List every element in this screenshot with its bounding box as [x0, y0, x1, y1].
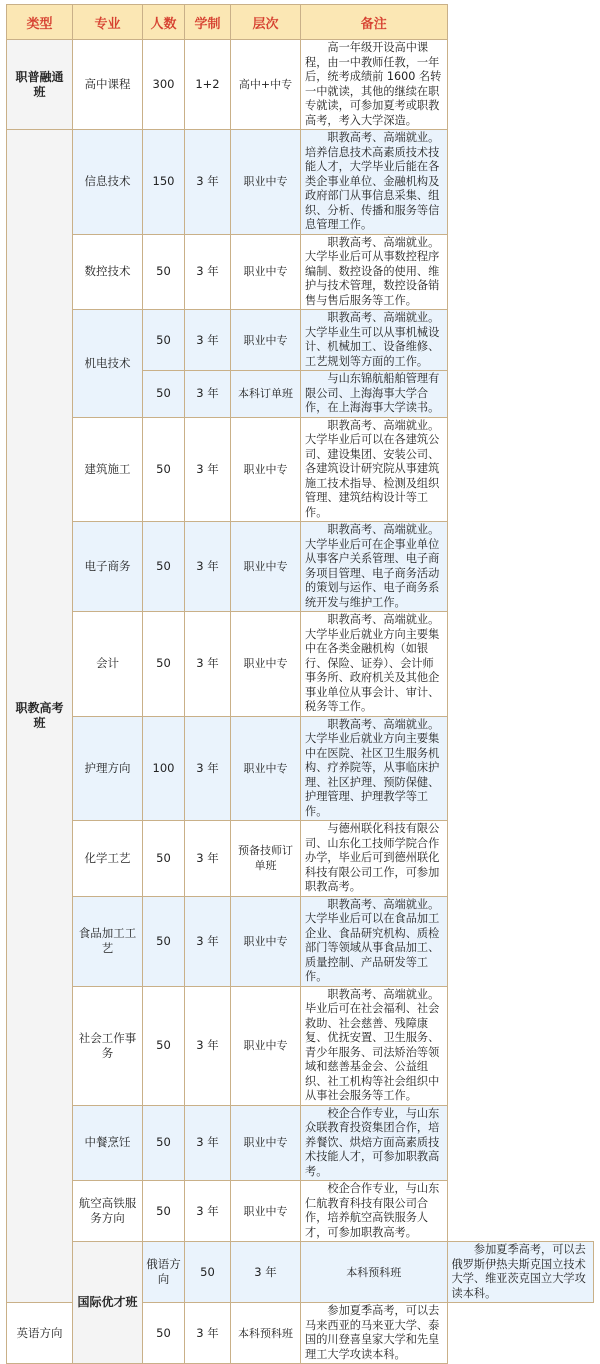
count-cell: 50	[143, 1105, 185, 1181]
count-cell: 50	[143, 371, 185, 418]
count-cell: 50	[143, 986, 185, 1105]
note-cell: 与德州联化科技有限公司、山东化工技师学院合作办学，毕业后可到德州联化科技有限公司工作，可参加职教高考。	[301, 821, 448, 897]
count-cell: 50	[185, 1242, 231, 1303]
note-cell: 职教高考、高端就业。大学毕业生可以从事机械设计、机械加工、设备维修、工艺规划等方面的工作。	[301, 310, 448, 371]
header-count: 人数	[143, 5, 185, 40]
header-major: 专业	[73, 5, 143, 40]
major-cell: 俄语方向	[143, 1242, 185, 1303]
duration-cell: 3 年	[185, 986, 231, 1105]
table-row	[7, 40, 594, 130]
enrollment-table-container	[6, 4, 594, 1361]
duration-cell: 3 年	[185, 896, 231, 986]
count-cell: 50	[143, 522, 185, 612]
table-row	[7, 310, 594, 371]
table-row	[7, 1105, 594, 1181]
duration-cell: 3 年	[185, 310, 231, 371]
note-cell: 参加夏季高考，可以去俄罗斯伊热夫斯克国立技术大学、维亚茨克国立大学攻读本科。	[447, 1242, 594, 1303]
category-cell: 职教高考班	[7, 130, 73, 1303]
note-cell: 职教高考、高端就业。大学毕业后可在企事业单位从事客户关系管理、电子商务项目管理、电子商务活动的策划与运作、电子商务系统开发与维护工作。	[301, 522, 448, 612]
header-type: 类型	[7, 5, 73, 40]
level-cell: 职业中专	[231, 417, 301, 522]
level-cell: 职业中专	[231, 522, 301, 612]
note-cell: 职教高考、高端就业。培养信息技术高素质技术技能人才，大学毕业后能在各类企事业单位、金融机构及政府部门从事信息采集、组织、分析、传播和服务等信息管理工作。	[301, 130, 448, 235]
duration-cell: 3 年	[185, 371, 231, 418]
major-cell: 高中课程	[73, 40, 143, 130]
header-duration: 学制	[185, 5, 231, 40]
major-cell: 电子商务	[73, 522, 143, 612]
header-note: 备注	[301, 5, 448, 40]
note-cell: 高一年级开设高中课程，由一中教师任教，一年后，统考成绩前 1600 名转一中就读，其他的继续在职专就读，可参加夏考或职教高考，考入大学深造。	[301, 40, 448, 130]
enrollment-table	[6, 4, 594, 1364]
level-cell: 职业中专	[231, 612, 301, 717]
note-cell: 校企合作专业，与山东众联教育投资集团合作，培养餐饮、烘焙方面高素质技术技能人才，可参加职教高考。	[301, 1105, 448, 1181]
major-cell: 中餐烹饪	[73, 1105, 143, 1181]
major-cell: 机电技术	[73, 310, 143, 418]
count-cell: 50	[143, 612, 185, 717]
level-cell: 高中+中专	[231, 40, 301, 130]
level-cell: 职业中专	[231, 716, 301, 821]
count-cell: 50	[143, 310, 185, 371]
category-cell: 国际优才班	[73, 1242, 143, 1364]
count-cell: 50	[143, 1181, 185, 1242]
duration-cell: 3 年	[185, 612, 231, 717]
level-cell: 本科订单班	[231, 371, 301, 418]
level-cell: 本科预科班	[301, 1242, 448, 1303]
table-row	[7, 1242, 594, 1303]
level-cell: 预备技师订单班	[231, 821, 301, 897]
table-row	[7, 1181, 594, 1242]
level-cell: 职业中专	[231, 130, 301, 235]
table-row	[7, 522, 594, 612]
note-cell: 职教高考、高端就业。大学毕业后就业方向主要集中在医院、社区卫生服务机构、疗养院等，从事临床护理、社区护理、预防保健、护理管理、护理教学等工作。	[301, 716, 448, 821]
header-level: 层次	[231, 5, 301, 40]
note-cell: 职教高考、高端就业。大学毕业后就业方向主要集中在各类金融机构（如银行、保险、证券）、会计师事务所、政府机关及其他企事业单位从事会计、审计、税务等工作。	[301, 612, 448, 717]
count-cell: 50	[143, 234, 185, 310]
major-cell: 信息技术	[73, 130, 143, 235]
duration-cell: 3 年	[185, 716, 231, 821]
duration-cell: 3 年	[185, 417, 231, 522]
level-cell: 职业中专	[231, 986, 301, 1105]
level-cell: 职业中专	[231, 1181, 301, 1242]
major-cell: 护理方向	[73, 716, 143, 821]
major-cell: 食品加工工艺	[73, 896, 143, 986]
count-cell: 50	[143, 896, 185, 986]
duration-cell: 3 年	[185, 821, 231, 897]
duration-cell: 3 年	[185, 1181, 231, 1242]
duration-cell: 3 年	[185, 522, 231, 612]
major-cell: 航空高铁服务方向	[73, 1181, 143, 1242]
duration-cell: 3 年	[185, 130, 231, 235]
table-row	[7, 986, 594, 1105]
duration-cell: 3 年	[231, 1242, 301, 1303]
duration-cell: 3 年	[185, 234, 231, 310]
count-cell: 50	[143, 1303, 185, 1364]
duration-cell: 3 年	[185, 1303, 231, 1364]
note-cell: 职教高考、高端就业。大学毕业后可以在各建筑公司、建设集团、安装公司、各建筑设计研究院从事建筑施工技术指导、检测及组织管理、建筑结构设计等工作。	[301, 417, 448, 522]
level-cell: 本科预科班	[231, 1303, 301, 1364]
duration-cell: 1+2	[185, 40, 231, 130]
table-row	[7, 896, 594, 986]
table-row	[7, 130, 594, 235]
note-cell: 参加夏季高考，可以去马来西亚的马来亚大学、泰国的川登喜皇家大学和先皇理工大学攻读本科。	[301, 1303, 448, 1364]
table-row	[7, 234, 594, 310]
major-cell: 建筑施工	[73, 417, 143, 522]
count-cell: 150	[143, 130, 185, 235]
major-cell: 数控技术	[73, 234, 143, 310]
major-cell: 会计	[73, 612, 143, 717]
level-cell: 职业中专	[231, 1105, 301, 1181]
table-header-row	[7, 5, 594, 40]
note-cell: 与山东锦航船舶管理有限公司、上海海事大学合作，在上海海事大学读书。	[301, 371, 448, 418]
level-cell: 职业中专	[231, 310, 301, 371]
table-row	[7, 821, 594, 897]
count-cell: 100	[143, 716, 185, 821]
table-row	[7, 612, 594, 717]
count-cell: 300	[143, 40, 185, 130]
count-cell: 50	[143, 417, 185, 522]
major-cell: 英语方向	[7, 1303, 73, 1364]
level-cell: 职业中专	[231, 234, 301, 310]
note-cell: 职教高考、高端就业。毕业后可在社会福利、社会救助、社会慈善、残障康复、优抚安置、卫生服务、青少年服务、司法矫治等领域和慈善基金会、公益组织、社工机构等社会组织中从事社会服务等工作。	[301, 986, 448, 1105]
note-cell: 校企合作专业，与山东仁航教育科技有限公司合作，培养航空高铁服务人才，可参加职教高考。	[301, 1181, 448, 1242]
note-cell: 职教高考、高端就业。大学毕业后可从事数控程序编制、数控设备的使用、维护与技术管理，数控设备销售与售后服务等工作。	[301, 234, 448, 310]
major-cell: 化学工艺	[73, 821, 143, 897]
note-cell: 职教高考、高端就业。大学毕业后可以在食品加工企业、食品研究机构、质检部门等领域从事食品加工、质量控制、产品研发等工作。	[301, 896, 448, 986]
level-cell: 职业中专	[231, 896, 301, 986]
table-row	[7, 716, 594, 821]
duration-cell: 3 年	[185, 1105, 231, 1181]
major-cell: 社会工作事务	[73, 986, 143, 1105]
table-row	[7, 417, 594, 522]
count-cell: 50	[143, 821, 185, 897]
category-cell: 职普融通班	[7, 40, 73, 130]
